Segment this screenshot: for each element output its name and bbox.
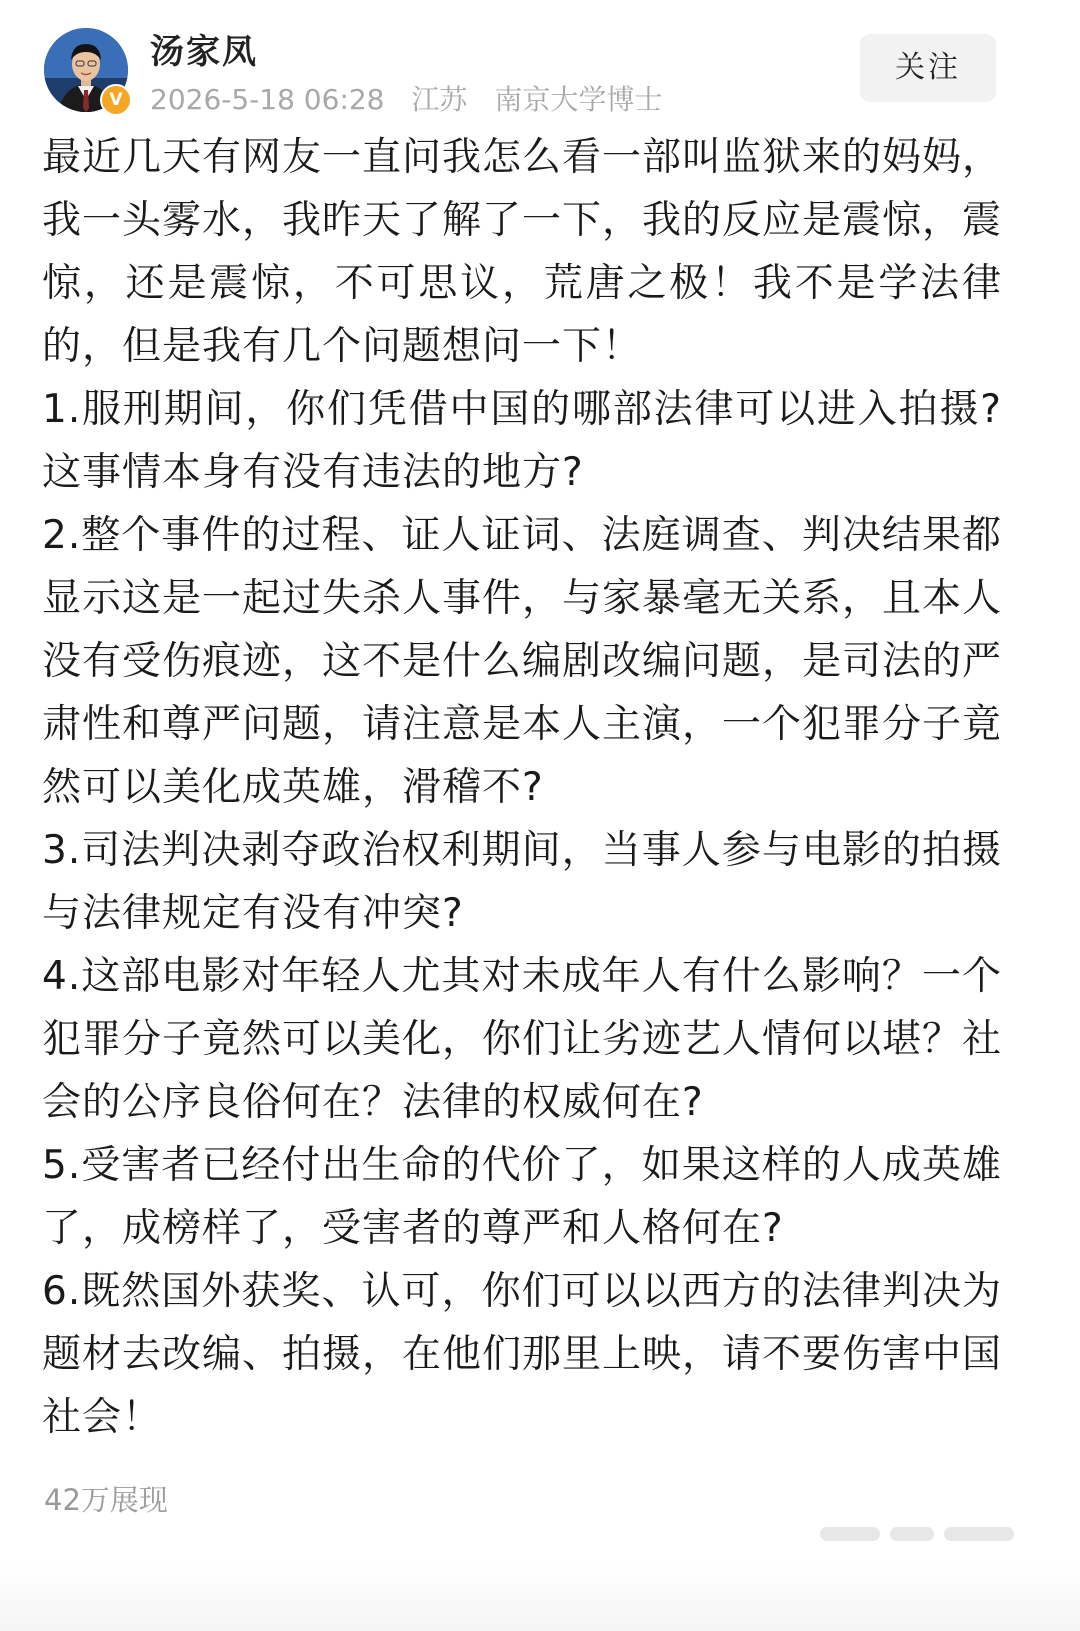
- post-paragraph-2: 2.整个事件的过程、证人证词、法庭调查、判决结果都显示这是一起过失杀人事件，与家暴毫无关系，且本人没有受伤痕迹，这不是什么编剧改编问题，是司法的严肃性和尊严问题，请注意是本人主演，一个犯罪分子竟然可以美化成英雄，滑稽不?: [42, 513, 1003, 810]
- post-paragraph-4: 4.这部电影对年轻人尤其对未成年人有什么影响？一个犯罪分子竟然可以美化，你们让劣迹艺人情何以堪？社会的公序良俗何在？法律的权威何在?: [42, 954, 1003, 1125]
- verified-v-icon: V: [100, 84, 132, 116]
- post-paragraph-1: 1.服刑期间，你们凭借中国的哪部法律可以进入拍摄?这事情本身有没有违法的地方?: [42, 387, 1002, 495]
- post-location: 江苏: [411, 83, 468, 116]
- bottom-divider: [0, 1560, 1080, 1631]
- post-paragraph-intro: 最近几天有网友一直问我怎么看一部叫监狱来的妈妈，我一头雾水，我昨天了解了一下，我的反应是震惊，震惊，还是震惊，不可思议，荒唐之极！我不是学法律的，但是我有几个问题想问一下！: [42, 135, 1003, 369]
- post-body: [42, 126, 1002, 1449]
- follow-button[interactable]: 关注: [860, 34, 996, 102]
- post-header: [0, 0, 1080, 130]
- action-bar-placeholder: [820, 1516, 1020, 1552]
- action-bar-blip: [820, 1527, 880, 1541]
- action-bar-blip: [890, 1527, 934, 1541]
- author-name[interactable]: 汤家凤: [150, 32, 258, 72]
- view-count: 42万展现: [44, 1483, 168, 1517]
- post-meta: [150, 78, 680, 118]
- post-timestamp: 2026-5-18 06:28: [150, 83, 385, 116]
- post-paragraph-6: 6.既然国外获奖、认可，你们可以以西方的法律判决为题材去改编、拍摄，在他们那里上映，请不要伤害中国社会！: [42, 1269, 1003, 1440]
- post-paragraph-5: 5.受害者已经付出生命的代价了，如果这样的人成英雄了，成榜样了，受害者的尊严和人格何在?: [42, 1143, 1002, 1251]
- post-paragraph-3: 3.司法判决剥夺政治权利期间，当事人参与电影的拍摄与法律规定有没有冲突?: [42, 828, 1002, 936]
- author-title: 南京大学博士: [494, 83, 663, 116]
- action-bar-blip: [944, 1527, 1014, 1541]
